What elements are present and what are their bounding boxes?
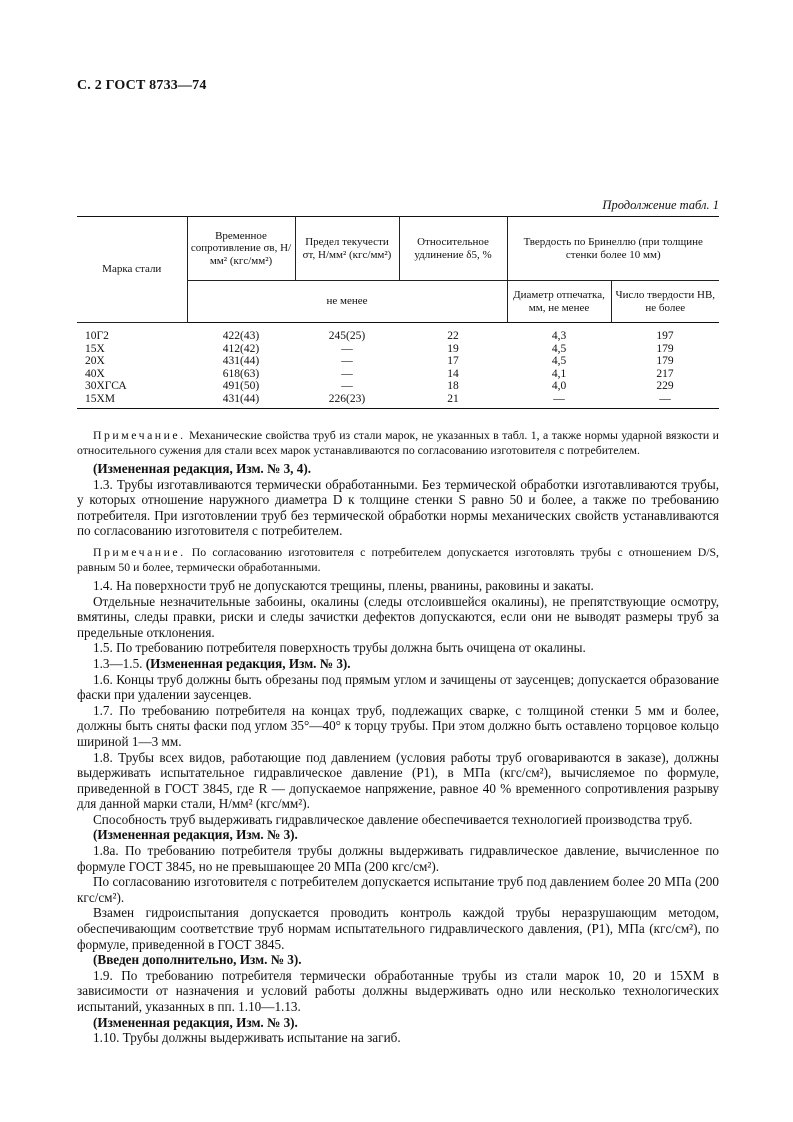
paragraph-1-8: 1.8. Трубы всех видов, работающие под давлением (условия работы труб оговариваются в заказе), должны выдерживать испытательное гидравлическое давление (P1), в МПа (кгс/см²), вычисляемое по формуле, приведенной в ГОСТ 3845, где R — допускаемое напряжение, равное 40 % временного сопротивления разрыву для данной марки стали, Н/мм² (кгс/мм²). — [77, 749, 719, 812]
cell-hb: 217 — [656, 367, 674, 380]
cell-tensile: 431(44) — [222, 355, 260, 367]
note-label: Примечание. — [93, 428, 186, 442]
cell-elongation: 18 — [447, 380, 459, 392]
document-page — [77, 78, 719, 1046]
cell-diameter: 4,5 — [551, 342, 567, 355]
cell-tensile: 412(42) — [222, 342, 260, 355]
table-row — [77, 393, 719, 409]
header-tensile: Временное сопротивление σв, Н/мм² (кгс/мм²) — [187, 217, 295, 281]
note-text: По согласованию изготовителя с потребителем допускается изготовлять трубы с отношением D/S, равным 50 и более, термически обработанными. — [77, 544, 719, 574]
cell-hb: — — [611, 393, 719, 409]
table-row — [77, 355, 719, 368]
paragraph-1-8a: 1.8а. По требованию потребителя трубы должны выдерживать гидравлическое давление, вычисленное по формуле ГОСТ 3845, но не превышающее 20 МПа (200 кгс/см²). — [77, 843, 719, 874]
added-note: (Введен дополнительно, Изм. № 3). — [93, 952, 302, 968]
body-text — [77, 428, 719, 1046]
paragraph-1-4-b: Отдельные незначительные забоины, окалины (следы отслоившейся окалины), не препятствующие осмотру, вмятины, следы правки, риски и следы зачистки дефектов допускаются, если они не выводят размеры труб за предельные отклонения. — [77, 593, 719, 640]
cell-diameter: 4,5 — [551, 355, 567, 367]
table-row — [77, 323, 719, 343]
header-yield: Предел текучести σт, Н/мм² (кгс/мм²) — [295, 217, 399, 281]
cell-yield: — — [341, 342, 353, 355]
cell-yield: — — [341, 367, 353, 380]
paragraph-1-4: 1.4. На поверхности труб не допускаются трещины, плены, рванины, раковины и закаты. — [93, 577, 594, 593]
cell-tensile: 422(43) — [222, 330, 260, 342]
cell-grade: 15Х — [85, 342, 105, 355]
cell-elongation: 21 — [399, 393, 507, 409]
cell-yield: — — [341, 380, 353, 392]
cell-grade: 40Х — [85, 367, 105, 380]
header-diameter: Диаметр отпечатка, мм, не менее — [507, 281, 611, 323]
header-hb: Число твердости НВ, не более — [611, 281, 719, 323]
cell-tensile: 431(44) — [187, 393, 295, 409]
cell-grade: 30ХГСА — [85, 380, 127, 392]
cell-elongation: 14 — [447, 367, 459, 380]
edit-label: (Измененная редакция, Изм. № 3). — [145, 655, 351, 671]
cell-diameter: 4,3 — [551, 330, 567, 342]
cell-diameter: 4,0 — [551, 380, 567, 392]
table-continuation-label: Продолжение табл. 1 — [602, 198, 719, 212]
cell-tensile: 618(63) — [222, 367, 260, 380]
cell-hb: 179 — [656, 355, 674, 367]
table-row — [77, 368, 719, 381]
cell-yield: 226(23) — [295, 393, 399, 409]
note-1 — [77, 428, 719, 458]
edit-prefix: 1.3—1.5. — [93, 655, 143, 671]
cell-grade: 10Г2 — [85, 330, 109, 342]
paragraph-1-9: 1.9. По требованию потребителя термически обработанные трубы из стали марок 10, 20 и 15ХМ в зависимости от назначения и условий работы должны выдерживать одно или несколько технологических испытаний, указанных в пп. 1.10—1.13. — [77, 967, 719, 1014]
edit-note — [77, 656, 719, 672]
edit-note: (Измененная редакция, Изм. № 3, 4). — [93, 461, 312, 476]
cell-hb: 179 — [656, 342, 674, 355]
header-grade: Марка стали — [77, 217, 187, 323]
paragraph-1-7: 1.7. По требованию потребителя на концах труб, подлежащих сварке, с толщиной стенки 5 мм и более, должны быть сняты фаски под углом 35°—40° к торцу трубы. При этом должно быть оставлено торцовое кольцо шириной 1—3 мм. — [77, 702, 719, 749]
paragraph-1-5: 1.5. По требованию потребителя поверхность трубы должна быть очищена от окалины. — [93, 640, 586, 656]
cell-yield: 245(25) — [328, 330, 366, 342]
paragraph-1-3: 1.3. Трубы изготавливаются термически обработанными. Без термической обработки изготавливаются трубы, у которых отношение наружного диаметра D к толщине стенки S равно 50 и более, а также по требованию потребителя. При изготовлении труб без термической обработки нормы механических свойств устанавливаются по согласованию изготовителя с потребителем. — [77, 476, 719, 539]
note-label: Примечание. — [93, 544, 186, 559]
page-header: С. 2 ГОСТ 8733—74 — [77, 78, 207, 93]
table-row — [77, 380, 719, 393]
paragraph-1-8-b: Способность труб выдерживать гидравлическое давление обеспечивается технологией производства труб. — [93, 811, 693, 827]
mechanical-properties-table — [77, 216, 719, 409]
cell-tensile: 491(50) — [222, 380, 260, 392]
edit-note: (Измененная редакция, Изм. № 3). — [93, 1014, 298, 1030]
paragraph-1-10: 1.10. Трубы должны выдерживать испытание на загиб. — [93, 1030, 401, 1046]
edit-note: (Измененная редакция, Изм. № 3). — [93, 827, 298, 843]
header-hardness: Твердость по Бринеллю (при толщине стенки более 10 мм) — [507, 217, 719, 281]
cell-diameter: — — [507, 393, 611, 409]
note-text: Механические свойства труб из стали марок, не указанных в табл. 1, а также нормы ударной вязкости и относительного сужения для стали всех марок устанавливаются по согласованию изготовителя с потребителем. — [77, 428, 719, 457]
cell-elongation: 19 — [447, 342, 459, 355]
header-min: не менее — [187, 281, 507, 323]
table-row — [77, 343, 719, 356]
cell-grade: 15ХМ — [77, 393, 187, 409]
cell-elongation: 22 — [447, 330, 459, 342]
cell-yield: — — [341, 355, 353, 367]
cell-hb: 229 — [656, 380, 674, 392]
cell-hb: 197 — [656, 330, 674, 342]
cell-elongation: 17 — [447, 355, 459, 367]
paragraph-1-8a-c: Взамен гидроиспытания допускается проводить контроль каждой трубы неразрушающим методом, обеспечивающим соответствие труб нормам испытательного гидравлического давления, (P1), МПа (кгс/см²), по формуле, приведенной в ГОСТ 3845. — [77, 905, 719, 952]
note-2 — [77, 545, 719, 575]
header-elongation: Относительное удлинение δ5, % — [399, 217, 507, 281]
paragraph-1-8a-b: По согласованию изготовителя с потребителем допускается испытание труб под давлением более 20 МПа (200 кгс/см²). — [77, 874, 719, 905]
paragraph-1-6: 1.6. Концы труб должны быть обрезаны под прямым углом и зачищены от заусенцев; допускается образование фаски при удалении заусенцев. — [77, 671, 719, 703]
cell-diameter: 4,1 — [551, 367, 567, 380]
cell-grade: 20Х — [85, 355, 105, 367]
